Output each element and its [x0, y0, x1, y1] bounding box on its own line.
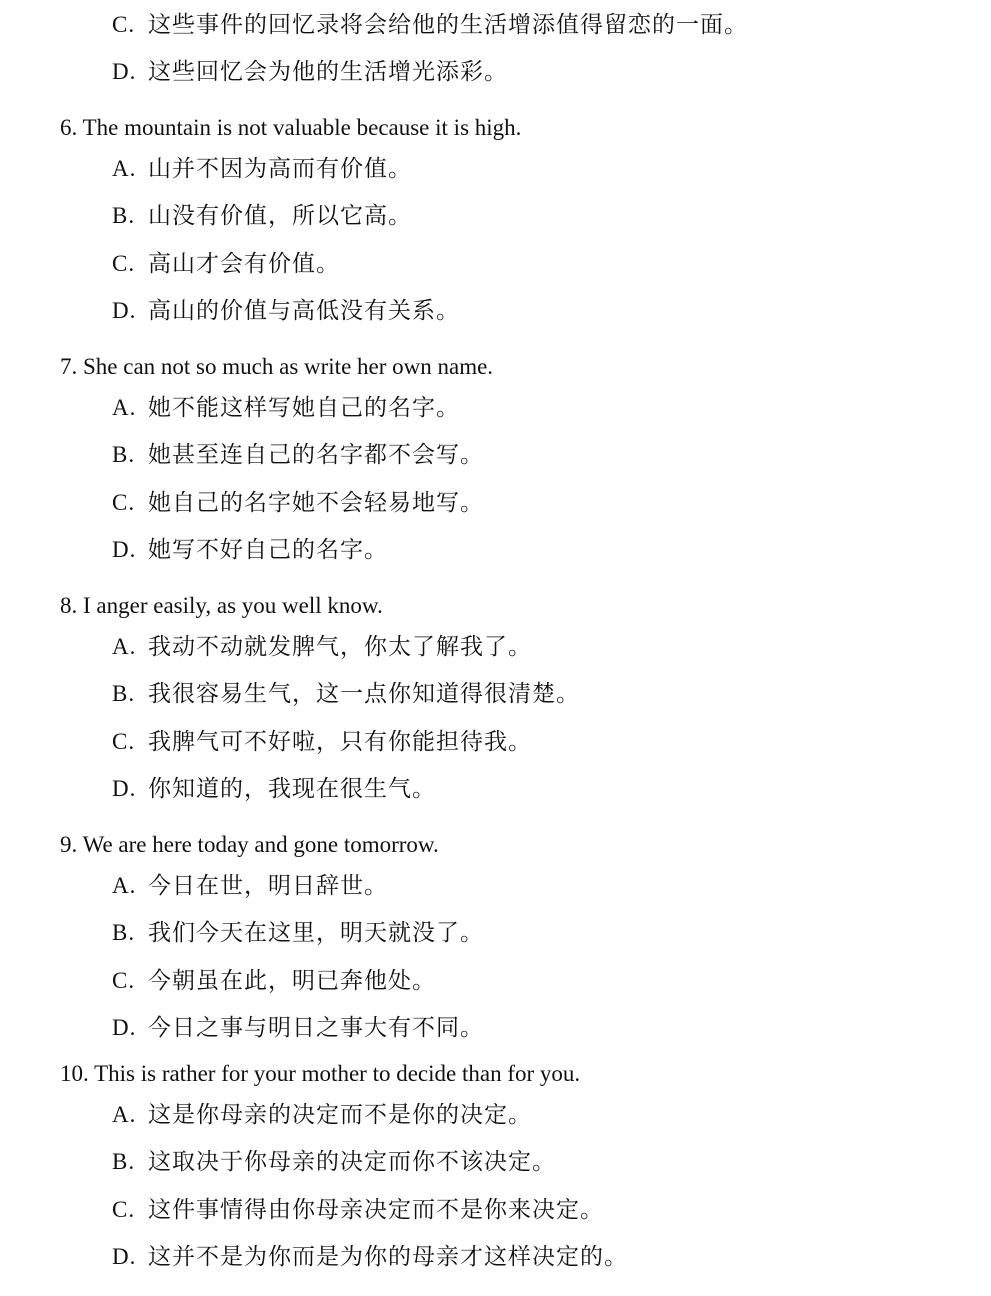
- option-letter: D.: [112, 776, 137, 801]
- option-b: [112, 440, 971, 470]
- option-letter: C.: [112, 729, 136, 754]
- question-stem: 6. The mountain is not valuable because it is high.: [60, 115, 522, 140]
- option-letter: C.: [112, 12, 136, 37]
- option-d: [112, 296, 971, 326]
- option-text: 这并不是为你而是为你的母亲才这样决定的。: [148, 1244, 628, 1270]
- option-letter: D.: [112, 537, 137, 562]
- option-text: 我很容易生气，这一点你知道得很清楚。: [148, 681, 580, 707]
- option-text: 她写不好自己的名字。: [148, 537, 388, 563]
- option-c: [112, 488, 971, 518]
- option-letter: B.: [112, 920, 136, 945]
- option-text: 高山才会有价值。: [148, 251, 340, 277]
- option-c: [112, 1195, 971, 1225]
- option-b: [112, 201, 971, 231]
- option-letter: C.: [112, 490, 136, 515]
- option-d: [112, 535, 971, 565]
- question-stem: 7. She can not so much as write her own name.: [60, 354, 494, 379]
- option-text: 她不能这样写她自己的名字。: [148, 395, 460, 421]
- question-stem: 10. This is rather for your mother to decide than for you.: [60, 1061, 581, 1086]
- option-d: [112, 774, 971, 804]
- option-text: 今朝虽在此，明已奔他处。: [148, 968, 436, 994]
- option-text: 我动不动就发脾气，你太了解我了。: [148, 634, 532, 660]
- option-d: [112, 57, 971, 87]
- option-letter: A.: [112, 873, 137, 898]
- question-9: [60, 830, 971, 1041]
- option-letter: B.: [112, 1149, 136, 1174]
- question-5-continuation: [60, 10, 971, 85]
- question-8: [60, 591, 971, 802]
- option-text: 今日之事与明日之事大有不同。: [148, 1015, 484, 1041]
- question-6: [60, 113, 971, 324]
- option-letter: D.: [112, 1015, 137, 1040]
- option-text: 山并不因为高而有价值。: [148, 156, 412, 182]
- option-text: 这些事件的回忆录将会给他的生活增添值得留恋的一面。: [148, 12, 748, 38]
- option-letter: A.: [112, 1102, 137, 1127]
- option-text: 今日在世，明日辞世。: [148, 873, 388, 899]
- option-d: [112, 1242, 971, 1272]
- option-a: [112, 632, 971, 662]
- option-b: [112, 1147, 971, 1177]
- question-10: [60, 1059, 971, 1270]
- option-letter: B.: [112, 442, 136, 467]
- option-a: [112, 154, 971, 184]
- option-c: [112, 249, 971, 279]
- question-stem: 9. We are here today and gone tomorrow.: [60, 832, 439, 857]
- option-letter: A.: [112, 634, 137, 659]
- option-letter: D.: [112, 298, 137, 323]
- option-d: [112, 1013, 971, 1043]
- option-letter: C.: [112, 968, 136, 993]
- option-letter: B.: [112, 681, 136, 706]
- option-text: 高山的价值与高低没有关系。: [148, 298, 460, 324]
- option-b: [112, 918, 971, 948]
- option-text: 山没有价值，所以它高。: [148, 203, 412, 229]
- option-c: [112, 727, 971, 757]
- option-letter: D.: [112, 1244, 137, 1269]
- option-letter: C.: [112, 1197, 136, 1222]
- option-text: 这些回忆会为他的生活增光添彩。: [148, 59, 508, 85]
- option-a: [112, 871, 971, 901]
- option-letter: A.: [112, 156, 137, 181]
- option-text: 她甚至连自己的名字都不会写。: [148, 442, 484, 468]
- option-text: 我们今天在这里，明天就没了。: [148, 920, 484, 946]
- option-letter: B.: [112, 203, 136, 228]
- question-stem: 8. I anger easily, as you well know.: [60, 593, 383, 618]
- option-a: [112, 393, 971, 423]
- question-7: [60, 352, 971, 563]
- option-text: 我脾气可不好啦，只有你能担待我。: [148, 729, 532, 755]
- option-a: [112, 1100, 971, 1130]
- option-text: 这是你母亲的决定而不是你的决定。: [148, 1102, 532, 1128]
- option-text: 这件事情得由你母亲决定而不是你来决定。: [148, 1197, 604, 1223]
- option-text: 你知道的，我现在很生气。: [148, 776, 436, 802]
- option-c: [112, 10, 971, 40]
- option-c: [112, 966, 971, 996]
- option-letter: C.: [112, 251, 136, 276]
- option-text: 这取决于你母亲的决定而你不该决定。: [148, 1149, 556, 1175]
- option-letter: D.: [112, 59, 137, 84]
- option-b: [112, 679, 971, 709]
- option-text: 她自己的名字她不会轻易地写。: [148, 490, 484, 516]
- option-letter: A.: [112, 395, 137, 420]
